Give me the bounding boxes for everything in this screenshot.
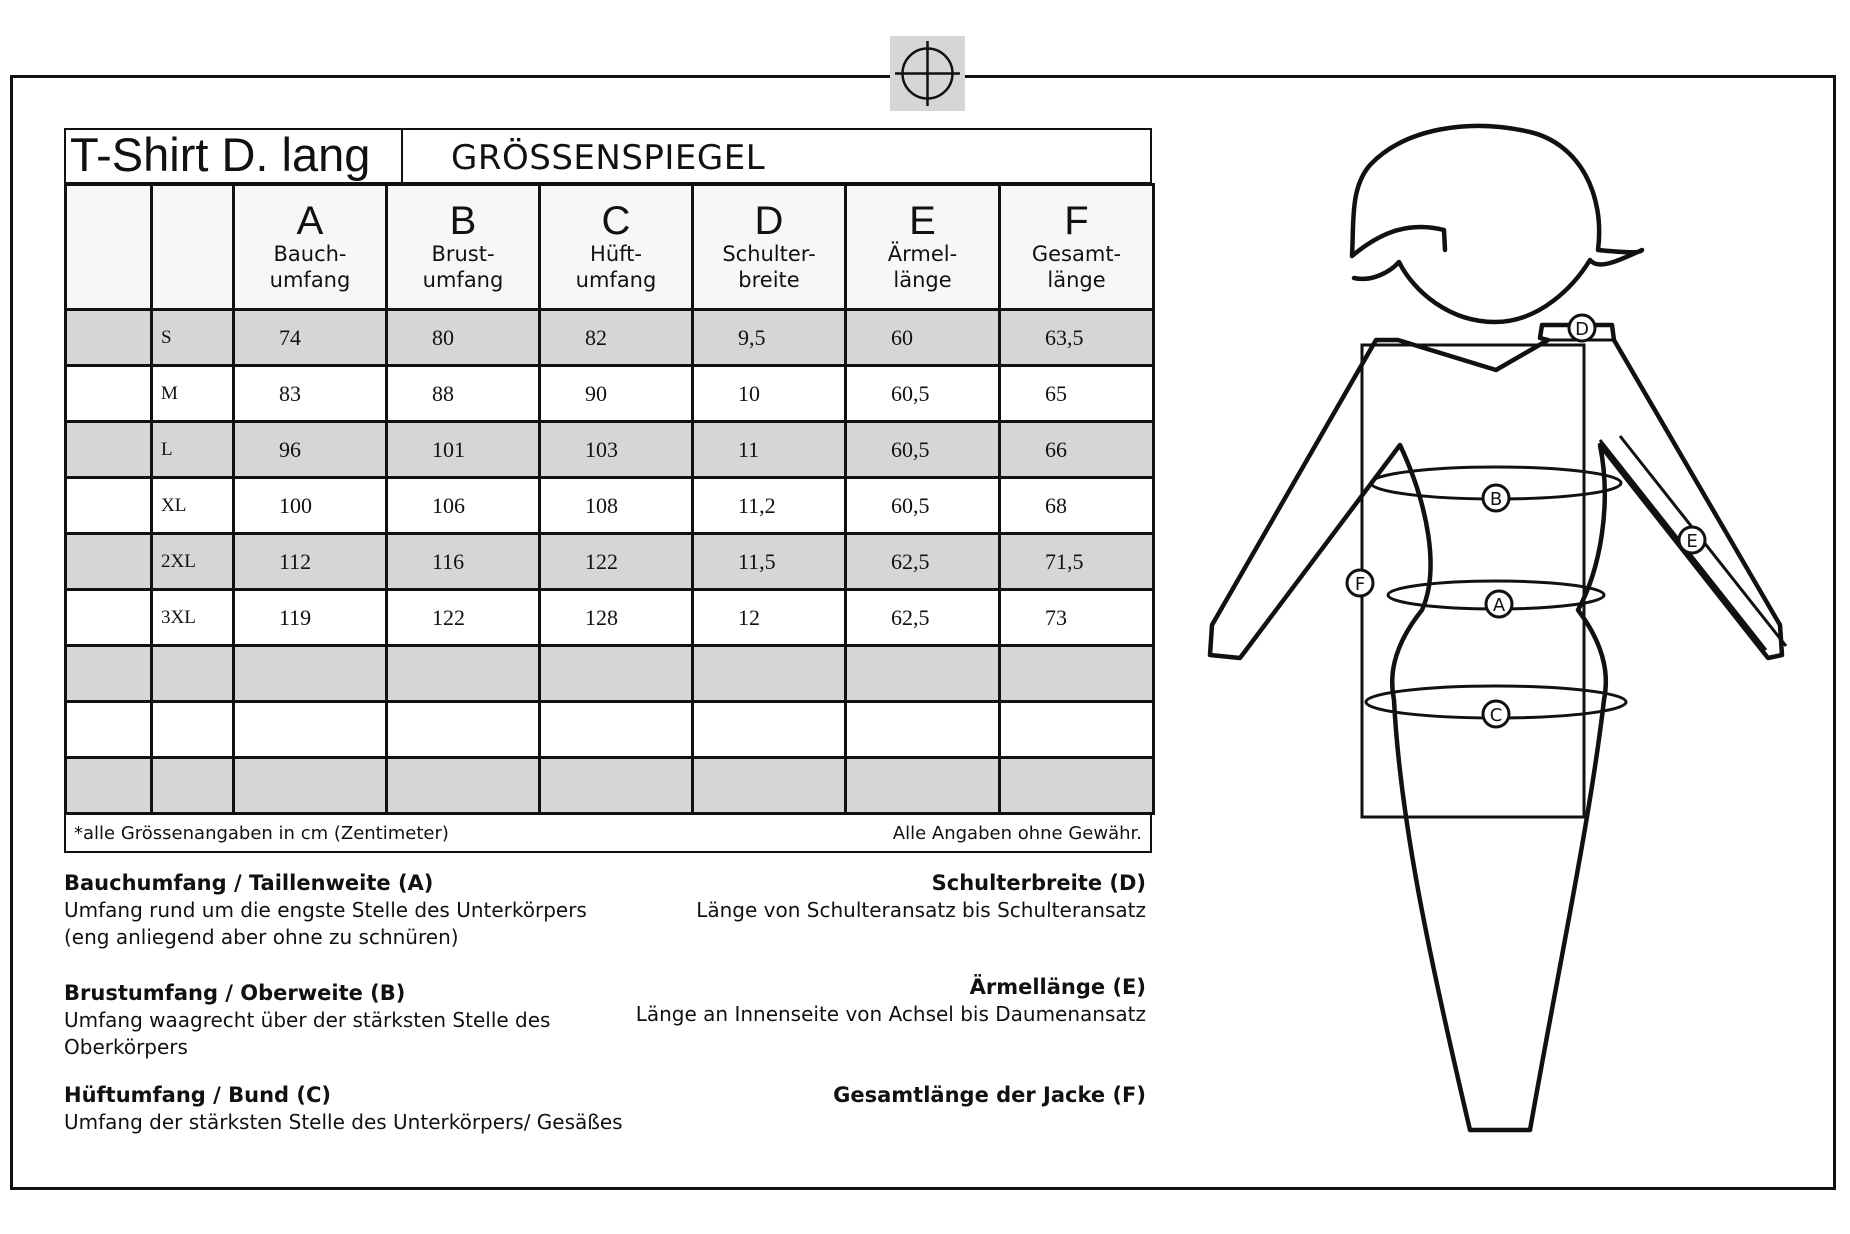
legend-b-line: Umfang waagrecht über der stärksten Stelle des xyxy=(64,1008,551,1032)
size-label: 3XL xyxy=(152,590,234,646)
size-label xyxy=(152,758,234,814)
footnote-row xyxy=(64,815,1152,853)
legend-d-title: Schulterbreite (D) xyxy=(931,871,1146,895)
row-blank-cell xyxy=(66,366,152,422)
measurement-cell: 60,5 xyxy=(846,478,1000,534)
marker-f-label: F xyxy=(1354,574,1366,595)
chart-title: GRÖSSENSPIEGEL xyxy=(451,138,766,178)
measurement-cell xyxy=(387,758,540,814)
measurement-cell xyxy=(540,646,693,702)
size-label: M xyxy=(152,366,234,422)
title-row xyxy=(64,128,1152,184)
measurement-cell xyxy=(1000,758,1154,814)
size-label xyxy=(152,702,234,758)
measurement-cell xyxy=(1000,646,1154,702)
size-label: S xyxy=(152,310,234,366)
size-chart xyxy=(64,128,1152,853)
measurement-cell: 108 xyxy=(540,478,693,534)
measurement-cell xyxy=(846,646,1000,702)
measurement-cell: 82 xyxy=(540,310,693,366)
measurement-cell xyxy=(234,758,387,814)
row-blank-cell xyxy=(66,590,152,646)
table-row xyxy=(66,758,1154,814)
marker-d-label: D xyxy=(1575,319,1589,340)
legend-f-title: Gesamtlänge der Jacke (F) xyxy=(833,1083,1146,1107)
table-row xyxy=(66,646,1154,702)
measurement-cell: 62,5 xyxy=(846,590,1000,646)
table-row xyxy=(66,534,1154,590)
measurement-cell: 71,5 xyxy=(1000,534,1154,590)
measurement-cell xyxy=(693,702,846,758)
measurement-cell xyxy=(234,646,387,702)
measurement-cell xyxy=(387,646,540,702)
legend-b-line: Oberkörpers xyxy=(64,1035,188,1059)
measurement-cell: 12 xyxy=(693,590,846,646)
marker-b-label: B xyxy=(1489,489,1503,510)
column-header-a: A Bauch- umfang xyxy=(234,185,387,310)
legend-c-title: Hüftumfang / Bund (C) xyxy=(64,1083,331,1107)
measurement-cell: 101 xyxy=(387,422,540,478)
row-blank-cell xyxy=(66,758,152,814)
column-header-f: F Gesamt- länge xyxy=(1000,185,1154,310)
size-label: 2XL xyxy=(152,534,234,590)
measurement-cell: 60,5 xyxy=(846,422,1000,478)
measurement-cell: 88 xyxy=(387,366,540,422)
column-header-b: B Brust- umfang xyxy=(387,185,540,310)
legend-e-line: Länge an Innenseite von Achsel bis Daumenansatz xyxy=(635,1002,1146,1026)
measurement-cell: 73 xyxy=(1000,590,1154,646)
row-blank-cell xyxy=(66,310,152,366)
row-blank-cell xyxy=(66,478,152,534)
measurement-cell: 122 xyxy=(540,534,693,590)
table-row xyxy=(66,590,1154,646)
legend-e-title: Ärmellänge (E) xyxy=(969,975,1146,999)
legend-d xyxy=(696,870,1146,924)
row-blank-cell xyxy=(66,534,152,590)
column-header-e: E Ärmel- länge xyxy=(846,185,1000,310)
measurement-cell: 10 xyxy=(693,366,846,422)
measurement-cell: 68 xyxy=(1000,478,1154,534)
measurement-cell xyxy=(846,702,1000,758)
table-row xyxy=(66,422,1154,478)
legend-d-line: Länge von Schulteransatz bis Schulteransatz xyxy=(696,898,1146,922)
measurement-cell: 119 xyxy=(234,590,387,646)
measurement-cell xyxy=(693,646,846,702)
measurement-cell xyxy=(540,702,693,758)
legend-c xyxy=(64,1082,623,1136)
legend-a-title: Bauchumfang / Taillenweite (A) xyxy=(64,871,434,895)
legend-f xyxy=(833,1082,1146,1109)
measurement-cell: 11 xyxy=(693,422,846,478)
measurement-cell: 112 xyxy=(234,534,387,590)
marker-a-label: A xyxy=(1492,595,1506,616)
measurement-cell: 122 xyxy=(387,590,540,646)
measurement-cell: 60,5 xyxy=(846,366,1000,422)
header-blank xyxy=(66,185,152,310)
measurement-cell: 80 xyxy=(387,310,540,366)
size-label: XL xyxy=(152,478,234,534)
table-row xyxy=(66,366,1154,422)
measurement-cell: 100 xyxy=(234,478,387,534)
measurement-cell: 66 xyxy=(1000,422,1154,478)
measurement-cell: 83 xyxy=(234,366,387,422)
measurement-cell: 106 xyxy=(387,478,540,534)
size-label: L xyxy=(152,422,234,478)
measurement-cell: 11,5 xyxy=(693,534,846,590)
row-blank-cell xyxy=(66,422,152,478)
measurement-cell: 63,5 xyxy=(1000,310,1154,366)
measurement-cell xyxy=(387,702,540,758)
measurement-cell xyxy=(234,702,387,758)
measurement-cell: 103 xyxy=(540,422,693,478)
crosshair-registration-icon xyxy=(890,36,965,111)
measurement-cell xyxy=(846,758,1000,814)
measurement-cell: 90 xyxy=(540,366,693,422)
legend-a xyxy=(64,870,587,951)
row-blank-cell xyxy=(66,702,152,758)
body-outline-illustration xyxy=(1200,120,1800,1150)
measurement-cell: 74 xyxy=(234,310,387,366)
table-row xyxy=(66,478,1154,534)
measurement-cell xyxy=(540,758,693,814)
measurement-figure xyxy=(1200,120,1800,1150)
measurement-cell: 60 xyxy=(846,310,1000,366)
measurement-cell: 62,5 xyxy=(846,534,1000,590)
legend-b xyxy=(64,980,550,1061)
legend-b-title: Brustumfang / Oberweite (B) xyxy=(64,981,406,1005)
header-size xyxy=(152,185,234,310)
product-name: T-Shirt D. lang xyxy=(66,130,403,186)
legend-a-line: Umfang rund um die engste Stelle des Unterkörpers xyxy=(64,898,587,922)
size-label xyxy=(152,646,234,702)
table-header-row xyxy=(66,185,1154,310)
legend-c-line: Umfang der stärksten Stelle des Unterkörpers/ Gesäßes xyxy=(64,1110,623,1134)
measurement-cell: 65 xyxy=(1000,366,1154,422)
column-header-d: D Schulter- breite xyxy=(693,185,846,310)
measurement-cell: 9,5 xyxy=(693,310,846,366)
size-table xyxy=(64,183,1155,815)
column-header-c: C Hüft- umfang xyxy=(540,185,693,310)
footnote-units: *alle Grössenangaben in cm (Zentimeter) xyxy=(74,823,449,844)
marker-e-label: E xyxy=(1686,531,1698,552)
table-row xyxy=(66,310,1154,366)
legend-e xyxy=(636,974,1146,1028)
marker-c-label: C xyxy=(1489,705,1503,726)
footnote-disclaimer: Alle Angaben ohne Gewähr. xyxy=(892,823,1142,844)
measurement-cell: 96 xyxy=(234,422,387,478)
measurement-cell: 11,2 xyxy=(693,478,846,534)
measurement-cell xyxy=(1000,702,1154,758)
table-row xyxy=(66,702,1154,758)
measurement-cell: 116 xyxy=(387,534,540,590)
measurement-cell xyxy=(693,758,846,814)
row-blank-cell xyxy=(66,646,152,702)
legend-a-line: (eng anliegend aber ohne zu schnüren) xyxy=(64,925,459,949)
measurement-cell: 128 xyxy=(540,590,693,646)
